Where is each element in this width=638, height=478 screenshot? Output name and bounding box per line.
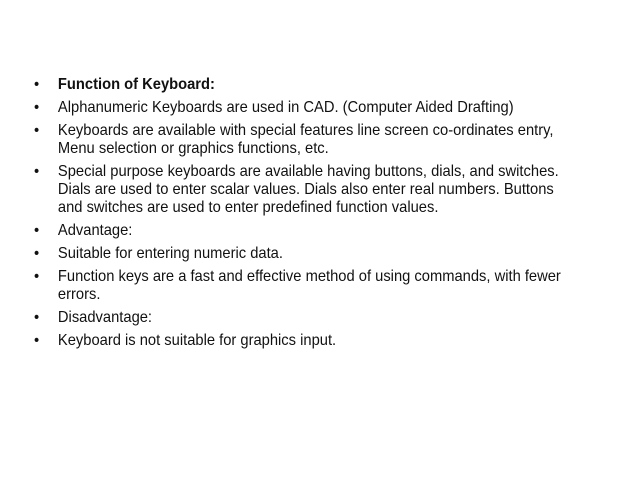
bullet-item-advantage-heading	[34, 222, 577, 240]
bullet-item-disadvantage-heading	[34, 309, 577, 327]
bullet-text: Keyboards are available with special features line screen co-ordinates entry, Menu selection or graphics functions, etc.	[57, 122, 554, 157]
bullet-text: Suitable for entering numeric data.	[57, 245, 283, 262]
bullet-icon: •	[34, 332, 40, 349]
bullet-text: Function keys are a fast and effective method of using commands, with fewer errors.	[57, 268, 561, 303]
bullet-icon: •	[34, 76, 40, 93]
bullet-text: Special purpose keyboards are available having buttons, dials, and switches. Dials are used to enter scalar values. Dials also enter real numbers. Buttons and switches are used to enter predefined function values.	[57, 163, 559, 216]
bullet-icon: •	[34, 122, 40, 139]
bullet-item-function-keys	[34, 268, 577, 304]
bullet-icon: •	[34, 222, 40, 239]
bullet-icon: •	[34, 309, 40, 326]
bullet-item-graphics-input	[34, 332, 577, 350]
bullet-icon: •	[34, 268, 40, 285]
bullet-item-alphanumeric	[34, 99, 577, 117]
bullet-icon: •	[34, 245, 40, 262]
bullet-icon: •	[34, 99, 40, 116]
bullet-text: Alphanumeric Keyboards are used in CAD. (Computer Aided Drafting)	[57, 99, 514, 116]
bullet-text: Disadvantage:	[57, 309, 153, 326]
bullet-text: Advantage:	[57, 222, 133, 239]
bullet-item-function-heading	[34, 76, 577, 94]
bullet-item-special-purpose	[34, 163, 577, 217]
bullet-item-special-features	[34, 122, 577, 158]
bullet-list	[34, 76, 577, 355]
bullet-item-numeric-data	[34, 245, 577, 263]
bullet-text: Keyboard is not suitable for graphics input.	[57, 332, 337, 349]
bullet-icon: •	[34, 163, 40, 180]
bullet-text: Function of Keyboard:	[57, 76, 215, 93]
